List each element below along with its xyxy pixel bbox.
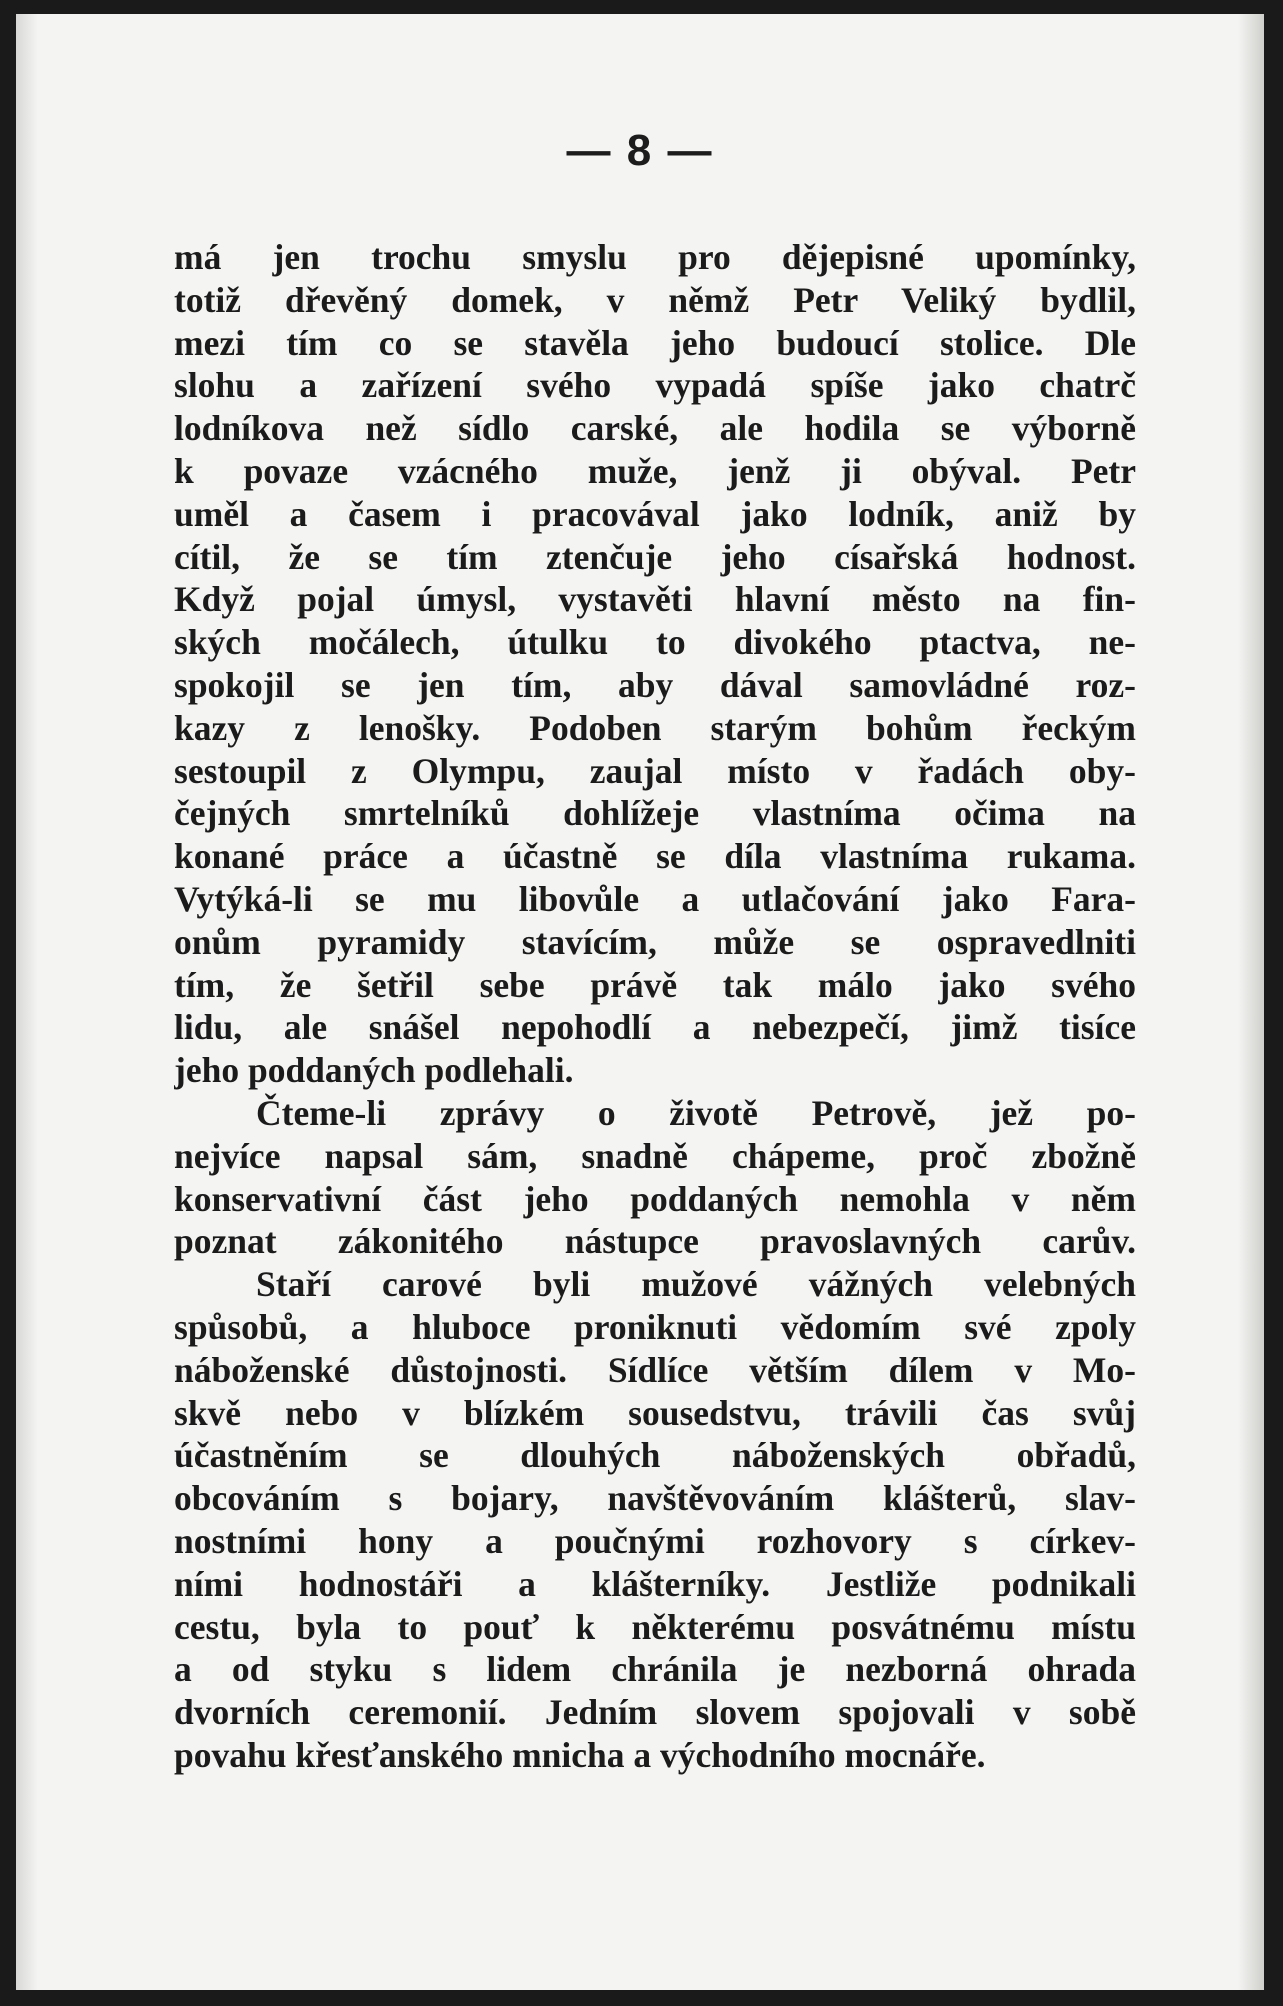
- book-page: [16, 14, 1264, 1990]
- text-line: Když pojal úmysl, vystavěti hlavní město na fin-: [174, 579, 1136, 620]
- text-line: nejvíce napsal sám, snadně chápeme, proč zbožně: [174, 1135, 1136, 1176]
- text-line: tím, že šetřil sebe právě tak málo jako svého: [174, 964, 1136, 1005]
- text-line: Čteme-li zprávy o životě Petrově, jež po-: [256, 1092, 1136, 1133]
- text-line: skvě nebo v blízkém sousedstvu, trávili čas svůj: [174, 1392, 1136, 1433]
- text-line: obcováním s bojary, navštěvováním klášterů, slav-: [174, 1478, 1136, 1519]
- text-line: konservativní část jeho poddaných nemohla v něm: [174, 1178, 1136, 1219]
- text-line: slohu a zařízení svého vypadá spíše jako chatrč: [174, 365, 1136, 406]
- text-line: ními hodnostáři a klášterníky. Jestliže podnikali: [174, 1563, 1136, 1604]
- text-line: jeho poddaných podlehali.: [174, 1050, 574, 1091]
- page-number: — 8 —: [566, 126, 714, 175]
- text-line: dvorních ceremonií. Jedním slovem spojovali v sobě: [174, 1692, 1136, 1733]
- text-line: ských močálech, útulku to divokého ptactva, ne-: [174, 622, 1136, 663]
- text-line: cestu, byla to pouť k některému posvátnému místu: [174, 1606, 1136, 1647]
- text-line: účastněním se dlouhých náboženských obřadů,: [174, 1435, 1136, 1476]
- page-edge-right: [1238, 14, 1264, 1990]
- text-line: spokojil se jen tím, aby dával samovládné roz-: [174, 664, 1136, 705]
- text-line: lidu, ale snášel nepohodlí a nebezpečí, jimž tisíce: [174, 1007, 1136, 1048]
- text-line: má jen trochu smyslu pro dějepisné upomínky,: [174, 237, 1136, 277]
- text-line: a od styku s lidem chránila je nezborná ohrada: [174, 1649, 1136, 1690]
- text-line: uměl a časem i pracovával jako lodník, aniž by: [174, 493, 1136, 534]
- text-line: poznat zákonitého nástupce pravoslavných carův.: [174, 1221, 1136, 1262]
- text-line: povahu křesťanského mnicha a východního mocnáře.: [174, 1734, 986, 1775]
- text-line: náboženské důstojnosti. Sídlíce větším dílem v Mo-: [174, 1349, 1136, 1390]
- body-text: [174, 236, 1136, 1777]
- text-line: kazy z lenošky. Podoben starým bohům řeckým: [174, 707, 1136, 748]
- text-line: k povaze vzácného muže, jenž ji obýval. Petr: [174, 450, 1136, 491]
- text-line: Staří carové byli mužové vážných velebných: [256, 1264, 1136, 1305]
- page-edge-left: [16, 14, 38, 1990]
- text-line: lodníkova než sídlo carské, ale hodila se výborně: [174, 408, 1136, 449]
- text-line: spůsobů, a hluboce proniknuti vědomím své zpoly: [174, 1306, 1136, 1347]
- text-line: onům pyramidy stavícím, může se ospravedlniti: [174, 921, 1136, 962]
- text-line: mezi tím co se stavěla jeho budoucí stolice. Dle: [174, 322, 1136, 363]
- text-line: cítil, že se tím ztenčuje jeho císařská hodnost.: [174, 536, 1136, 577]
- text-line: totiž dřevěný domek, v němž Petr Veliký bydlil,: [174, 279, 1136, 320]
- text-line: nostními hony a poučnými rozhovory s církev-: [174, 1520, 1136, 1561]
- text-line: sestoupil z Olympu, zaujal místo v řadách oby-: [174, 750, 1136, 791]
- text-line: Vytýká-li se mu libovůle a utlačování jako Fara-: [174, 878, 1136, 919]
- text-line: konané práce a účastně se díla vlastníma rukama.: [174, 836, 1136, 877]
- text-line: čejných smrtelníků dohlížeje vlastníma očima na: [174, 793, 1136, 834]
